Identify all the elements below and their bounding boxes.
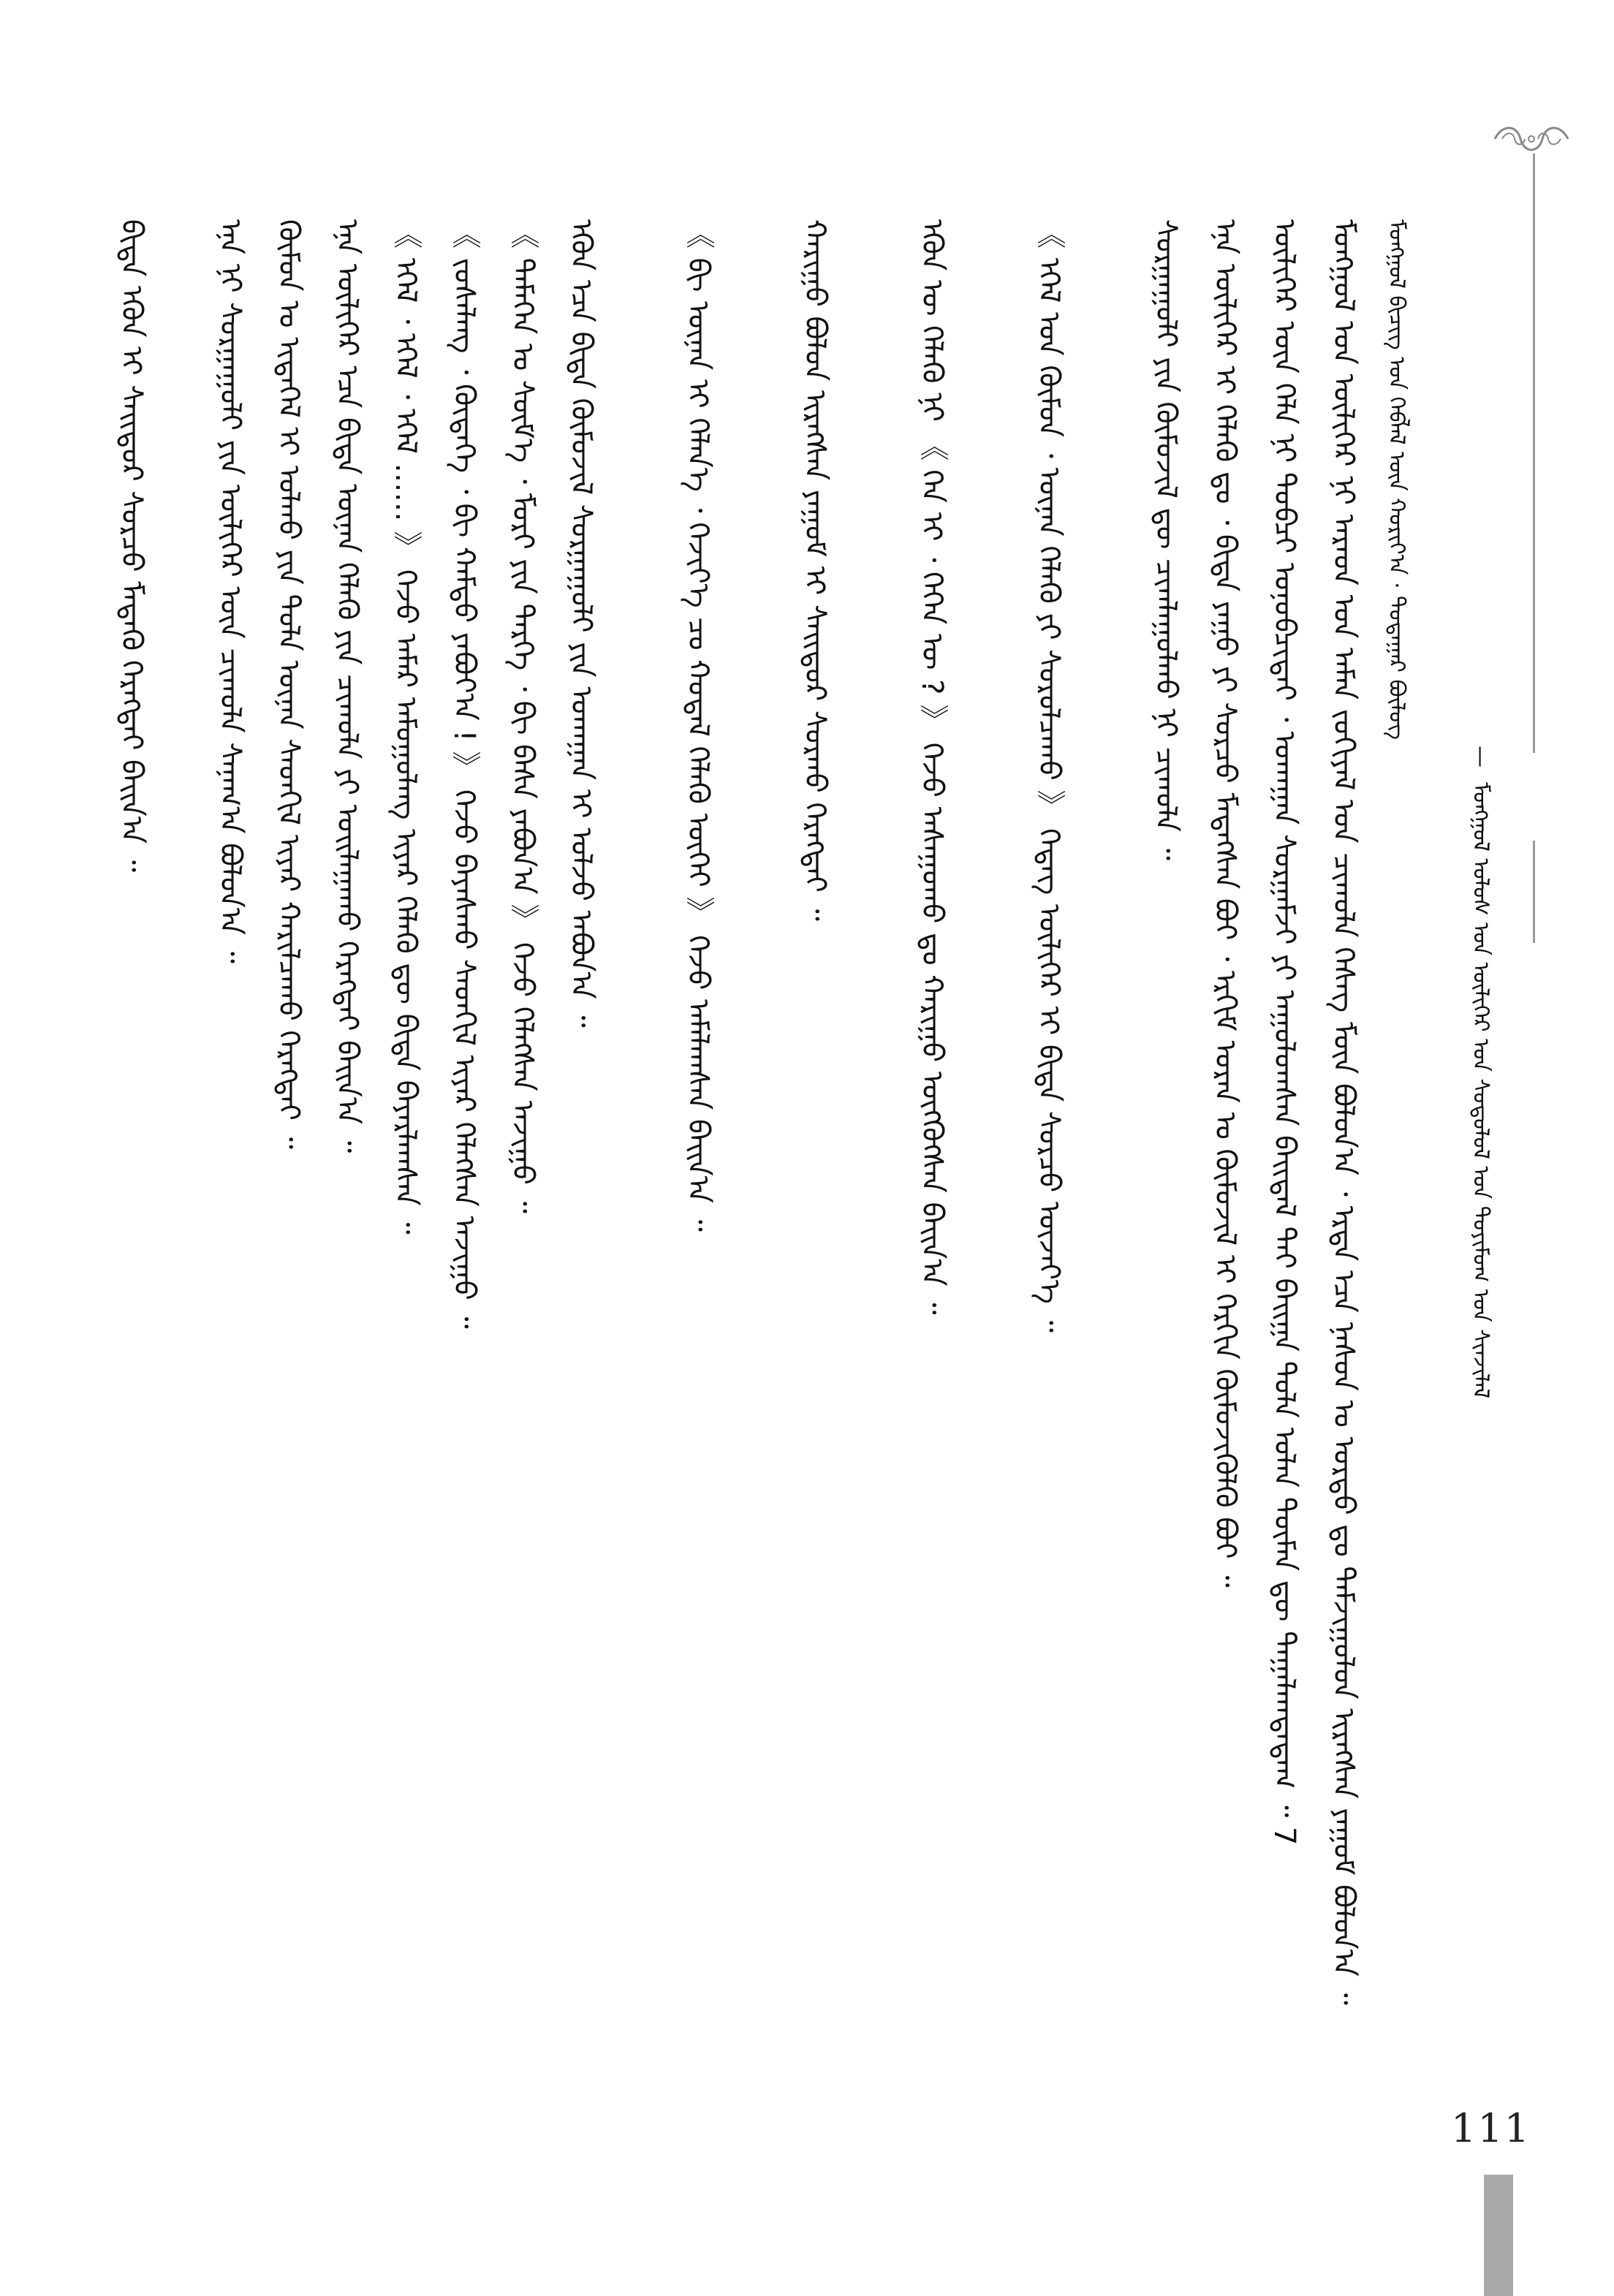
page-edge-tab: [1484, 2175, 1513, 2296]
header-rule-lower: [1533, 841, 1535, 943]
page-number: 111: [1451, 2105, 1531, 2151]
text-line-2: ᠦᠯᠢᠭᠡᠷ ᠦᠨ ᠬᠡᠯᠡ ᠨᠢ ᠲᠤᠪᠴᠢ ᠣᠨᠣᠪᠴᠢᠲᠠᠢ ᠂ ᠤᠬᠠᠭᠠᠨ ᠰᠤᠷᠭᠠᠮᠵᠢ ᠶᠢ ᠠᠭᠤᠯᠤᠭᠰᠠᠨ ᠪᠠᠢᠳᠠᠯ ᠲᠠᠢ ᠪᠠᠢᠭᠠ ᠲᠤᠯᠠ ᠣᠯᠠᠨ ᠲᠦᠮᠡᠨ ᠳᠦ ᠲᠠᠭᠠᠯᠠᠭᠳᠠᠳᠠᠭ ᠃ 7: [1268, 219, 1301, 1846]
running-header-subtitle: ᠮᠣᠩᠭᠣᠯ ᠪᠢᠴᠢᠭ ᠤᠨ ᠬᠡᠪᠯᠡᠯ ᠦᠨ ᠬᠣᠷᠢᠶ᠎ᠠ · ᠳᠤᠲᠠᠭᠠᠷ ᠪᠦᠯᠦᠭ: [1384, 219, 1409, 740]
text-line-8: 《 ᠪᠢ ᠦᠨᠡᠨ ᠢ ᠬᠡᠯᠡᠨ᠎ᠡ ᠂ ᠬᠡᠵᠢᠶ᠎ᠡ ᠴᠤ ᠬᠤᠳᠠᠯ ᠬᠡᠯᠡᠬᠦ ᠦᠭᠡᠢ 》 ᠭᠡᠵᠦ ᠠᠮᠠᠯᠠᠭᠰᠠᠨ ᠪᠠᠢᠨ᠎ᠠ ᠃: [681, 219, 715, 1232]
text-line-16: ᠪᠢᠳᠡ ᠡᠭᠦᠨ ᠢ ᠰᠠᠢᠲᠤᠷ ᠰᠤᠷᠴᠤ ᠮᠡᠳᠡᠬᠦ ᠬᠡᠷᠡᠭᠲᠡᠢ ᠪᠠᠢᠨ᠎ᠠ ᠃: [115, 219, 148, 873]
text-line-10: 《 ᠲᠡᠮᠡᠭᠡᠨ ᠤ ᠰᠦᠮ᠎ᠡ ᠂ ᠮᠣᠷᠢ ᠶᠢᠨ ᠲᠡᠷᠭᠡ ᠂ ᠪᠢ ᠪᠠᠰᠠ ᠶᠠᠪᠤᠨ᠎ᠠ 》 ᠭᠡᠵᠦ ᠬᠡᠯᠡᠭᠰᠡᠨ ᠠᠵᠢᠭᠤ ᠃: [506, 219, 539, 1213]
running-header-title: ᠮᠣᠩᠭᠣᠯ ᠤᠯᠤᠰ ᠤᠨ ᠦᠯᠢᠭᠡᠷ ᠤᠨ ᠰᠤᠳᠤᠯᠤᠯ ᠤᠨ ᠲᠤᠶᠢᠮᠤᠭ ᠤᠨ ᠰᠢᠨᠵᠢᠯᠡᠯ: [1468, 782, 1493, 1399]
text-line-12: 《 ᠡᠭᠡᠯ ᠂ ᠡᠭᠡᠯ ᠂ ᠡᠭᠡᠯ …… 》 ᠭᠡᠵᠦ ᠠᠮᠠᠷ ᠠᠮᠤᠭᠤᠯᠠᠩ ᠢᠶᠡᠷ ᠬᠡᠯᠡᠬᠦ ᠳᠦ ᠪᠢᠳᠡ ᠪᠠᠶᠠᠷᠯᠠᠭᠰᠠᠨ ᠃: [389, 219, 423, 1235]
header-ornament-icon: [1491, 117, 1572, 161]
text-line-7: ᠬᠠᠷᠢᠭᠤ ᠪᠣᠯᠤᠨ ᠢᠷᠡᠭᠰᠡᠨ ᠶᠠᠭᠤᠮ ᠢ ᠰᠠᠢᠲᠤᠷ ᠰᠤᠷᠬᠤ ᠬᠡᠷᠡᠭᠲᠡᠢ ᠃: [798, 219, 832, 921]
text-line-3: ᠡᠨᠡ ᠦᠯᠢᠭᠡᠷ ᠢ ᠬᠡᠯᠡᠬᠦ ᠳᠤ ᠂ ᠪᠢᠳᠡ ᠶᠠᠭᠤ ᠶᠢ ᠰᠤᠷᠴᠤ ᠮᠡᠳᠡᠭᠰᠡᠨ ᠪᠣᠢ ᠂ ᠡᠷᠬᠢᠮ ᠤᠷᠠᠨ ᠤ ᠬᠦᠮᠦᠵᠢᠯ ᠢ ᠬᠡᠷᠬᠢᠨ ᠬᠦᠮᠦᠵᠢᠭᠦᠯᠬᠦ ᠪᠣᠢ ᠃: [1208, 219, 1242, 1588]
text-line-9: ᠡᠭᠦᠨ ᠡᠴᠡ ᠪᠢᠳᠡ ᠬᠦᠮᠦᠵᠢᠯ ᠰᠤᠷᠭᠠᠭᠤᠯᠢ ᠶᠢᠨ ᠤᠬᠠᠭᠠᠨ ᠢ ᠣᠯᠵᠤ ᠠᠪᠤᠨ᠎ᠠ ᠃: [564, 219, 598, 1028]
text-line-5: 《 ᠡᠭᠡᠯ ᠤᠨ ᠬᠦᠮᠦᠨ ᠂ ᠦᠨᠡᠨ ᠬᠡᠯᠡᠬᠦ ᠶᠢ ᠰᠤᠷᠤᠯᠴᠠᠬᠤ 》 ᠭᠡᠳᠡᠭ ᠦᠯᠢᠭᠡᠷ ᠢ ᠪᠢᠳᠡ ᠰᠤᠷᠴᠤ ᠦᠵᠡᠶ᠎ᠡ ᠃: [1032, 219, 1066, 1333]
text-line-1: ᠮᠣᠩᠭᠣᠯ ᠤᠨ ᠦᠯᠢᠭᠡᠷ ᠨᠢ ᠠᠷᠠᠳ ᠤᠨ ᠠᠮᠠᠨ ᠵᠣᠬᠢᠶᠠᠯ ᠤᠨ ᠴᠢᠬᠤᠯᠠ ᠬᠡᠰᠡᠭ ᠮᠥᠨ ᠪᠣᠯᠤᠨ᠎ᠠ ᠂ ᠡᠷᠲᠡ ᠡᠴᠡ ᠨᠠᠰᠤᠨ ᠤ ᠤᠷᠲᠤ ᠳᠤ ᠳᠠᠮᠵᠢᠭᠤᠯᠤᠨ ᠢᠷᠡᠭᠰᠡᠨ ᠶᠠᠭᠤᠮ ᠪᠣᠯᠤᠨ᠎ᠠ ᠃: [1327, 219, 1360, 2005]
text-line-14: ᠬᠦᠮᠦᠨ ᠤ ᠢᠳᠡᠭᠡᠯ ᠢ ᠣᠯᠬᠤ ᠶᠢᠨ ᠲᠤᠯᠠ ᠦᠨᠡᠨ ᠰᠡᠳᠬᠢᠯ ᠢᠶᠡᠷ ᠬᠠᠷᠢᠯᠴᠠᠬᠤ ᠬᠡᠷᠡᠭᠲᠡᠢ ᠃: [272, 219, 306, 1149]
text-line-13: ᠡᠨᠡ ᠦᠯᠢᠭᠡᠷ ᠡᠴᠡ ᠪᠢᠳᠡ ᠦᠨᠡᠨ ᠬᠡᠯᠡᠬᠦ ᠶᠢᠨ ᠴᠢᠬᠤᠯᠠ ᠶᠢ ᠣᠢᠯᠠᠭᠠᠬᠤ ᠬᠡᠷᠡᠭᠲᠡᠢ ᠪᠠᠢᠨ᠎ᠠ ᠃: [330, 219, 364, 1153]
text-line-6: ᠡᠭᠦᠨ ᠦ ᠬᠡᠯᠡᠬᠦ ᠨᠢ 《 ᠬᠡᠨ ᠢ ᠂ ᠬᠡᠭᠡᠨ ᠦ ? 》 ᠭᠡᠵᠦ ᠠᠰᠠᠭᠤᠬᠤ ᠳᠤ ᠬᠠᠷᠢᠭᠤ ᠥᠭᠭᠦᠭᠰᠡᠨ ᠪᠠᠢᠨ᠎ᠠ ᠃: [915, 219, 949, 1315]
text-line-11: 《 ᠵᠤᠰᠠᠯᠠᠩ ᠂ ᠬᠥᠳᠡᠭᠡ ᠂ ᠪᠢ ᠬᠠᠮᠲᠤ ᠶᠠᠪᠤᠶ᠎ᠠ ! 》 ᠭᠡᠵᠦ ᠪᠠᠶᠠᠰᠬᠤ ᠰᠡᠳᠭᠢᠯ ᠢᠶᠡᠷ ᠬᠡᠯᠡᠭᠰᠡᠨ ᠠᠵᠢᠭᠤ ᠃: [447, 219, 481, 1329]
text-line-4: ᠰᠤᠷᠭᠠᠭᠤᠯᠢ ᠶᠢᠨ ᠬᠦᠮᠦᠵᠢᠯ ᠳᠦ ᠴᠢᠭᠯᠠᠭᠤᠯᠬᠤ ᠨᠢ ᠴᠢᠬᠤᠯᠠ ᠃: [1149, 219, 1183, 861]
running-header-divider: —: [1468, 746, 1493, 768]
header-rule: [1533, 154, 1535, 753]
text-line-15: ᠡᠨᠡ ᠨᠢ ᠰᠤᠷᠭᠠᠭᠤᠯᠢ ᠶᠢᠨ ᠦᠯᠢᠭᠡᠷ ᠦᠨ ᠴᠢᠬᠤᠯᠠ ᠰᠠᠨᠠᠭ᠎ᠠ ᠪᠣᠯᠤᠨ᠎ᠠ ᠃: [213, 219, 247, 964]
